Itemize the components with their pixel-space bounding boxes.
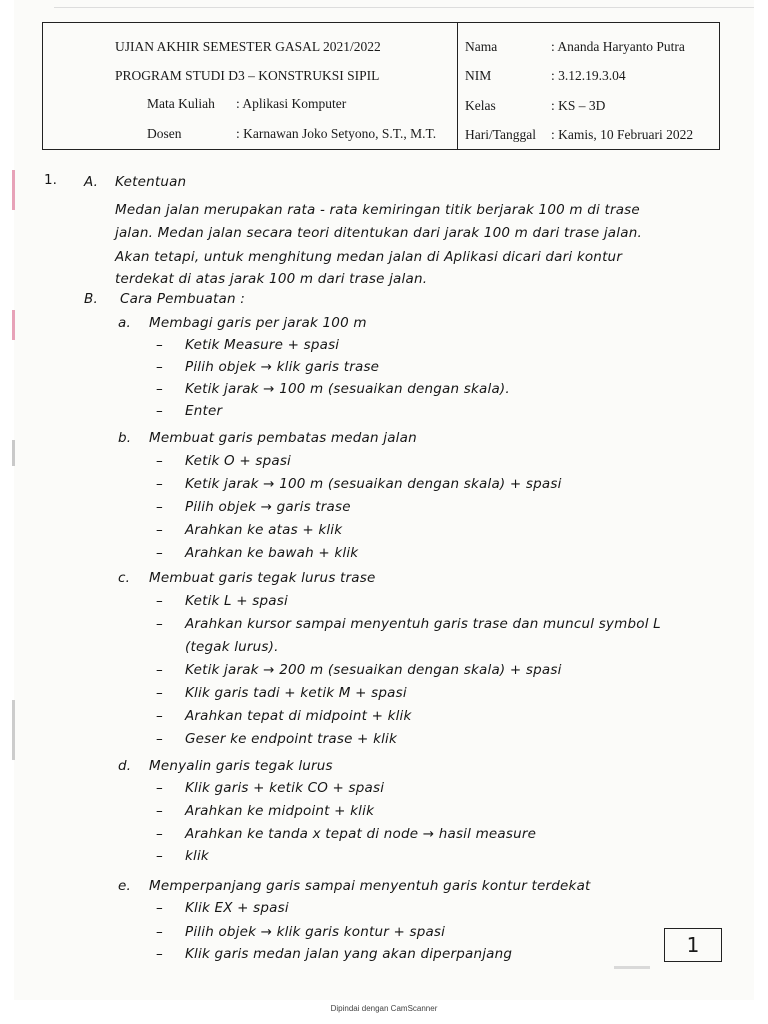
step-title: Menyalin garis tegak lurus <box>149 758 333 774</box>
bullet-dash: – <box>156 731 163 747</box>
step-item: Arahkan kursor sampai menyentuh garis trase dan muncul symbol L <box>185 616 661 632</box>
section-a-title: Ketentuan <box>115 174 187 190</box>
step-item: Arahkan ke tanda x tepat di node → hasil measure <box>185 826 537 842</box>
section-a-letter: A. <box>84 174 99 190</box>
definition-line: terdekat di atas jarak 100 m dari trase jalan. <box>115 271 428 287</box>
program-name: PROGRAM STUDI D3 – KONSTRUKSI SIPIL <box>115 68 380 83</box>
step-item: Arahkan tepat di midpoint + klik <box>185 708 412 724</box>
bullet-dash: – <box>156 924 163 940</box>
bullet-dash: – <box>156 708 163 724</box>
bullet-dash: – <box>156 359 163 375</box>
step-letter: d. <box>118 758 132 774</box>
page-edge-mark <box>12 700 15 760</box>
bullet-dash: – <box>156 453 163 469</box>
bullet-dash: – <box>156 662 163 678</box>
bullet-dash: – <box>156 616 163 632</box>
step-item: Ketik L + spasi <box>185 593 288 609</box>
lecturer-value: : Karnawan Joko Setyono, S.T., M.T. <box>236 126 437 141</box>
exam-header-box <box>42 22 720 150</box>
step-item: Arahkan ke midpoint + klik <box>185 803 375 819</box>
scanned-page <box>14 0 754 1000</box>
course-label: Mata Kuliah <box>147 96 215 111</box>
step-item: Arahkan ke bawah + klik <box>185 545 359 561</box>
bullet-dash: – <box>156 476 163 492</box>
step-item: Geser ke endpoint trase + klik <box>185 731 398 747</box>
lecturer-label: Dosen <box>147 126 182 141</box>
section-b-title: Cara Pembuatan : <box>120 291 245 307</box>
step-title: Membuat garis tegak lurus trase <box>149 570 376 586</box>
name-value: : Ananda Haryanto Putra <box>551 39 685 54</box>
bullet-dash: – <box>156 946 163 962</box>
bullet-dash: – <box>156 848 163 864</box>
question-number: 1. <box>44 172 57 188</box>
definition-line: jalan. Medan jalan secara teori ditentukan dari jarak 100 m dari trase jalan. <box>115 225 642 241</box>
step-item: Ketik Measure + spasi <box>185 337 340 353</box>
scanner-watermark: Dipindai dengan CamScanner <box>330 1004 438 1013</box>
class-label: Kelas <box>465 98 496 113</box>
step-item: Klik garis medan jalan yang akan diperpanjang <box>185 946 513 962</box>
step-title: Membuat garis pembatas medan jalan <box>149 430 417 446</box>
page-edge-mark <box>12 170 15 210</box>
page-number: 1 <box>686 933 700 957</box>
step-item: Klik EX + spasi <box>185 900 289 916</box>
bullet-dash: – <box>156 900 163 916</box>
step-letter: b. <box>118 430 132 446</box>
date-label: Hari/Tanggal <box>465 127 537 142</box>
nim-label: NIM <box>465 68 492 83</box>
bullet-dash: – <box>156 337 163 353</box>
step-item: Enter <box>185 403 223 419</box>
step-item: Pilih objek → klik garis trase <box>185 359 380 375</box>
step-item: (tegak lurus). <box>185 639 279 655</box>
bullet-dash: – <box>156 685 163 701</box>
bullet-dash: – <box>156 522 163 538</box>
step-item: Pilih objek → garis trase <box>185 499 351 515</box>
bullet-dash: – <box>156 545 163 561</box>
step-item: Klik garis + ketik CO + spasi <box>185 780 385 796</box>
name-label: Nama <box>465 39 498 54</box>
bullet-dash: – <box>156 403 163 419</box>
step-letter: e. <box>118 878 131 894</box>
step-item: Ketik jarak → 100 m (sesuaikan dengan skala). <box>185 381 510 397</box>
date-value: : Kamis, 10 Februari 2022 <box>551 127 694 142</box>
step-item: Ketik jarak → 200 m (sesuaikan dengan skala) + spasi <box>185 662 562 678</box>
bullet-dash: – <box>156 593 163 609</box>
section-b-letter: B. <box>84 291 98 307</box>
nim-value: : 3.12.19.3.04 <box>551 68 626 83</box>
bullet-dash: – <box>156 826 163 842</box>
bullet-dash: – <box>156 499 163 515</box>
exam-title: UJIAN AKHIR SEMESTER GASAL 2021/2022 <box>115 39 381 54</box>
step-title: Memperpanjang garis sampai menyentuh garis kontur terdekat <box>149 878 591 894</box>
bullet-dash: – <box>156 780 163 796</box>
step-letter: c. <box>118 570 131 586</box>
definition-line: Medan jalan merupakan rata - rata kemiringan titik berjarak 100 m di trase <box>115 202 640 218</box>
header-divider <box>457 23 458 149</box>
step-letter: a. <box>118 315 131 331</box>
step-title: Membagi garis per jarak 100 m <box>149 315 367 331</box>
step-item: klik <box>185 848 209 864</box>
step-item: Ketik O + spasi <box>185 453 292 469</box>
definition-line: Akan tetapi, untuk menghitung medan jalan di Aplikasi dicari dari kontur <box>115 249 623 265</box>
step-item: Ketik jarak → 100 m (sesuaikan dengan skala) + spasi <box>185 476 562 492</box>
page-edge-mark <box>12 310 15 340</box>
course-value: : Aplikasi Komputer <box>236 96 347 111</box>
step-item: Pilih objek → klik garis kontur + spasi <box>185 924 446 940</box>
step-item: Klik garis tadi + ketik M + spasi <box>185 685 407 701</box>
class-value: : KS – 3D <box>551 98 606 113</box>
page-top-line <box>54 7 754 8</box>
page-edge-mark <box>12 440 15 466</box>
page-number-box <box>664 928 722 962</box>
step-item: Arahkan ke atas + klik <box>185 522 343 538</box>
scan-smudge <box>614 966 650 969</box>
bullet-dash: – <box>156 381 163 397</box>
bullet-dash: – <box>156 803 163 819</box>
